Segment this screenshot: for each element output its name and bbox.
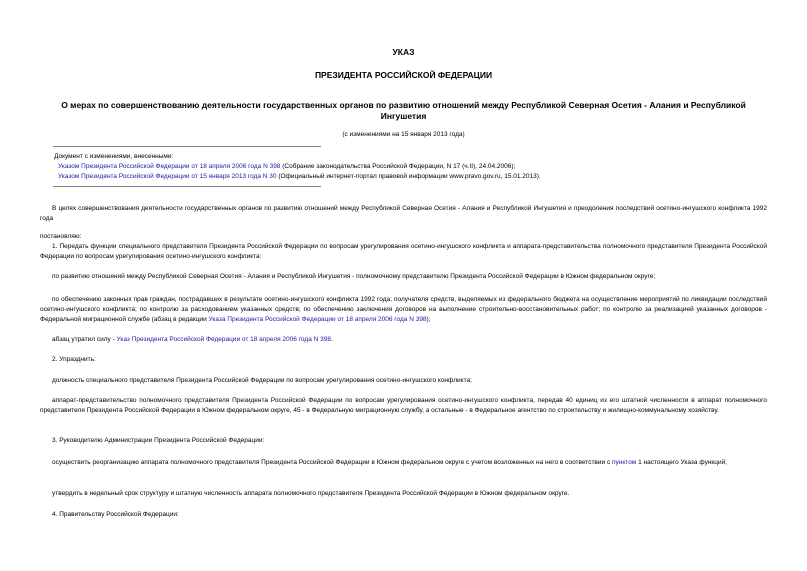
clause-3-item-a-end: 1 настоящего Указа функций;	[636, 459, 728, 466]
amendments-top-rule	[53, 146, 321, 147]
clause-3: 3. Руководителю Администрации Президента Российской Федерации:	[52, 437, 265, 444]
clause-1-item-b-text: по обеспечению законных прав граждан, пострадавших в результате осетино-ингушского конфликта 1992 года; получателя средств, выделяемых из федерального бюджета на осуществление мероприятий по ликвидации последствий осетино-ингушского конфликта; по контролю за расходованием указанных средств; по обеспечению заключения договоров на выполнение строительно-восстановительных работ; по контролю за реализацией указанных договоров - Федеральной миграционной службе (абзац в редакции	[40, 296, 767, 323]
amendment-item	[53, 172, 573, 182]
clause-4: 4. Правительству Российской Федерации:	[52, 511, 179, 518]
clause-2-item-a: должность специального представителя Президента Российской Федерации по вопросам урегулирования осетино-ингушского конфликта;	[52, 377, 472, 384]
decree-398-link[interactable]: Указа Президента Российской Федерации от 18 апреля 2006 года N 398	[208, 316, 427, 323]
amendment-item	[53, 162, 573, 172]
clause-1-item-b-end: );	[426, 316, 431, 323]
clause-3-item-a	[40, 458, 767, 468]
clause-ref-link[interactable]: пунктом	[612, 459, 637, 466]
repealed-end: .	[330, 336, 333, 343]
preamble-paragraph: В целях совершенствования деятельности государственных органов по развитию отношений между Республикой Северная Осетия - Алания и Республикой Ингушетия и преодоления последствий осетино-ингушского конфликта 1992 года	[40, 205, 767, 222]
edition-note: (с изменениями на 15 января 2013 года)	[342, 131, 465, 138]
clause-1-item-a: по развитию отношений между Республикой Северная Осетия - Алания и Республикой Ингушетия - полномочному представителю Президента Российской Федерации в Южном федеральном округе;	[52, 273, 656, 280]
clause-1: 1. Передать функции специального представителя Президента Российской Федерации по вопросам урегулирования осетино-ингушского конфликта и аппарата-представительства полномочного представителя Президента Российской Федерации по вопросам урегулирования осетино-ингушского конфликта:	[40, 243, 767, 260]
clause-2-item-b: аппарат-представительство полномочного представителя Президента Российской Федерации по вопросам урегулирования осетино-ингушского конфликта, передав 40 единиц из его штатной численности в аппарат полномочного представителя Президента Российской Федерации в Южном федеральном округе, 45 - в Федеральную миграционную службу, а остальные - в Федеральное агентство по строительству и жилищно-коммунальному хозяйству.	[40, 397, 767, 414]
repeal-decree-link[interactable]: Указ Президента Российской Федерации от 18 апреля 2006 года N 398	[116, 336, 331, 343]
clause-3-item-a-text: осуществить реорганизацию аппарата полномочного представителя Президента Российской Федерации в Южном федеральном округе с учетом возложенных на него в соответствии с	[52, 459, 613, 466]
repealed-paragraph	[40, 335, 767, 345]
amendments-bottom-rule	[53, 186, 321, 187]
repealed-text: абзац утратил силу -	[52, 336, 117, 343]
amendments-box	[53, 152, 573, 182]
decree-word: постановляю:	[40, 233, 82, 240]
clause-1-item-b	[40, 295, 767, 325]
amendment-source: (Собрание законодательства Российской Федерации, N 17 (ч.II), 24.04.2006);	[280, 163, 516, 170]
amendment-link-30[interactable]: Указом Президента Российской Федерации от 15 января 2013 года N 30	[58, 173, 277, 180]
issuer-heading: ПРЕЗИДЕНТА РОССИЙСКОЙ ФЕДЕРАЦИИ	[314, 70, 493, 80]
amendment-link-398[interactable]: Указом Президента Российской Федерации от 18 апреля 2006 года N 398	[58, 163, 281, 170]
amendment-source: (Официальный интернет-портал правовой информации www.pravo.gov.ru, 15.01.2013).	[276, 173, 541, 180]
doc-type-heading: УКАЗ	[392, 47, 415, 57]
clause-3-item-b: утвердить в недельный срок структуру и штатную численность аппарата полномочного представителя Президента Российской Федерации в Южном федеральном округе.	[52, 490, 570, 497]
document-title: О мерах по совершенствованию деятельности государственных органов по развитию отношений между Республикой Северная Осетия - Алания и Республикой Ингушетия	[61, 100, 746, 121]
amendments-heading: Документ с изменениями, внесенными:	[54, 153, 174, 160]
clause-2: 2. Упразднить:	[52, 356, 96, 363]
